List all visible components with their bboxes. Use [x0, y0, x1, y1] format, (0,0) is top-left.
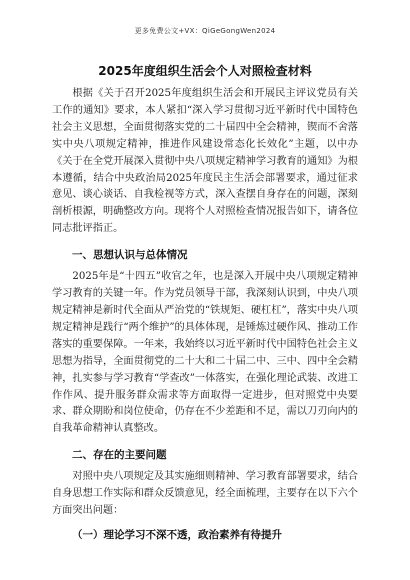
subsection-heading-1: （一）理论学习不深不透，政治素养有待提升 [72, 528, 282, 541]
header-note: 更多免费公文+VX：QiGeGongWen2024 [134, 27, 276, 35]
document-body [52, 86, 358, 549]
document-title: 2025年度组织生活会个人对照检查材料 [98, 64, 312, 78]
section-heading-2: 二、存在的主要问题 [72, 449, 167, 462]
section-2-paragraph: 对照中央八项规定及其实施细则精神、学习教育部署要求，结合自身思想工作实际和群众反馈意见，经全面梳理，主要存在以下六个方面突出问题： [52, 471, 358, 517]
section-1-paragraph: 2025年是“十四五”收官之年，也是深入开展中央八项规定精神学习教育的关键一年。作为党员领导干部，我深刻认识到，中央八项规定精神是新时代全面从严治党的“铁规矩、硬杠杠”，落实中央八项规定精神是践行“两个维护”的具体体现，是锤炼过硬作风、推动工作落实的重要保障。一年来，我始终以习近平新时代中国特色社会主义思想为指导，全面贯彻党的二十大和二十届二中、三中、四中全会精神，扎实参与学习教育“学查改”一体落实，在强化理论武装、改进工作作风、提升服务群众需求等方面取得一定进步，但对照党中央要求、群众期盼和岗位使命，仍存在不少差距和不足，需以刀刃向内的自我革命精神认真整改。 [52, 271, 358, 435]
section-heading-1: 一、思想认识与总体情况 [72, 249, 188, 262]
intro-paragraph: 根据《关于召开2025年度组织生活会和开展民主评议党员有关工作的通知》要求，本人紧扣“深入学习贯彻习近平新时代中国特色社会主义思想，全面贯彻落实党的二十届四中全会精神，锲而不舍落实中央八项规定精神，推进作风建设常态化长效化”主题，以中办《关于在全党开展深入贯彻中央八项规定精神学习教育的通知》为根本遵循，结合中央政治局2025年度民主生活会部署要求，通过征求意见、谈心谈话、自我检视等方式，深入查摆自身存在的问题，深刻剖析根源，明确整改方向。现将个人对照检查情况报告如下，请各位同志批评指正。 [52, 88, 358, 235]
